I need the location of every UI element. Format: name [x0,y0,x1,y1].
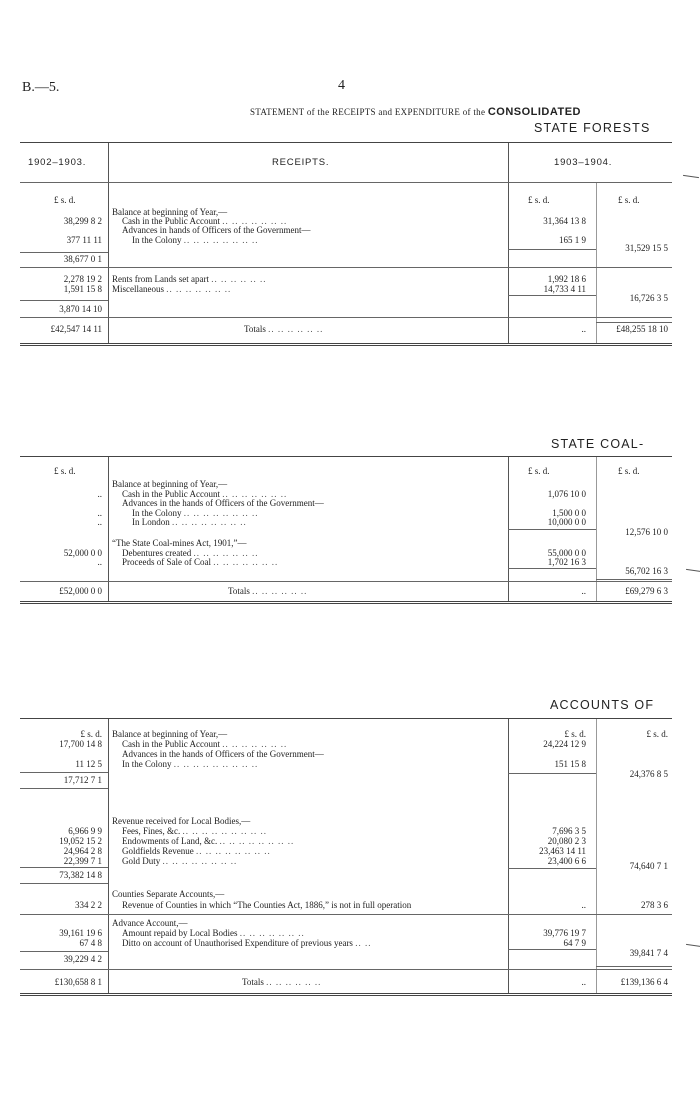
table-row: 24,376 8 5 [629,769,668,779]
table-row: 73,382 14 8 [59,870,102,880]
table-row: 39,161 19 6 Amount repaid by Local Bodies .. .. .. .. .. .. .. 39,776 19 7 [59,928,586,938]
scan-artifact-mark [683,175,699,178]
table-row: 38,299 8 2 Cash in the Public Account .. .. .. .. .. .. .. 31,364 13 8 [63,216,586,226]
table-row: 1,591 15 8 Miscellaneous .. .. .. .. .. .. .. 14,733 4 11 [63,284,586,294]
table-row: 74,640 7 1 [629,861,668,871]
table-row: 2,278 19 2 Rents from Lands set apart .. .. .. .. .. .. 1,992 18 6 [63,274,586,284]
forests-table [20,142,672,346]
table-row: 17,712 7 1 [63,775,102,785]
table-row: £ s. d. Balance at beginning of Year,— £ s. d. £ s. d. [80,729,668,739]
table-row-totals: £52,000 0 0 Totals .. .. .. .. .. .. .. £69,279 6 3 [59,586,668,596]
table-row: 12,576 10 0 [625,527,668,537]
table-row: 39,229 4 2 [63,954,102,964]
table-row: 22,399 7 1 Gold Duty .. .. .. .. .. .. .. .. 23,400 6 6 [63,856,586,866]
table-row: Advances in the hands of Officers of the Government— [122,498,324,508]
statement-suffix: CONSOLIDATED [487,106,581,118]
scan-artifact-mark [686,569,700,572]
table-row: 16,726 3 5 [629,293,668,303]
forests-currency-mid: £ s. d. [528,195,550,205]
table-row: 24,964 2 8 Goldfields Revenue .. .. .. .. .. .. .. .. 23,463 14 11 [63,846,586,856]
section-title-coal: STATE COAL- [551,437,645,451]
table-row: 377 11 11 In the Colony .. .. .. .. .. .. .. .. 165 1 9 [66,235,586,245]
table-row: 3,870 14 10 [59,304,102,314]
table-row: Advance Account,— [112,918,188,928]
coal-table [20,456,672,604]
table-row: .. Cash in the Public Account .. .. .. .. .. .. .. 1,076 10 0 [97,489,586,499]
table-row: Balance at beginning of Year,— [112,207,228,217]
table-row: 31,529 15 5 [625,243,668,253]
table-row: .. Proceeds of Sale of Coal .. .. .. .. .. .. .. 1,702 16 3 [97,557,586,567]
forests-currency-right: £ s. d. [618,195,640,205]
coal-currency-mid: £ s. d. [528,466,550,476]
statement-prefix: STATEMENT of the RECEIPTS and EXPENDITURE of the [250,107,486,117]
table-row: “The State Coal-mines Act, 1901,”— [112,538,247,548]
forests-head-right: 1903–1904. [554,157,613,168]
table-row: 52,000 0 0 Debentures created .. .. .. .. .. .. .. 55,000 0 0 [63,548,586,558]
coal-currency-left: £ s. d. [54,466,76,476]
section-title-accounts: ACCOUNTS OF [550,698,655,712]
table-row: 334 2 2 Revenue of Counties in which “The Counties Act, 1886,” is not in full operation .. 278 3 6 [75,900,668,910]
table-row: Counties Separate Accounts,— [112,889,225,899]
table-row: Advances in hands of Officers of the Government— [122,225,311,235]
document-code: B.—5. [22,80,60,95]
table-row: Balance at beginning of Year,— [112,479,228,489]
section-title-forests: STATE FORESTS [534,121,651,135]
table-row: 67 4 8 Ditto on account of Unauthorised Expenditure of previous years .. .. 64 7 9 [79,938,586,948]
table-row: .. In the Colony .. .. .. .. .. .. .. .. 1,500 0 0 [97,508,586,518]
table-row: 38,677 0 1 [63,254,102,264]
table-row: Advances in the hands of Officers of the Government— [122,749,324,759]
table-row: 17,700 14 8 Cash in the Public Account .. .. .. .. .. .. .. 24,224 12 9 [59,739,586,749]
table-row-totals: £42,547 14 11 Totals .. .. .. .. .. .. .. £48,255 18 10 [50,324,668,334]
page-number: 4 [338,78,345,93]
table-row: 6,966 9 9 Fees, Fines, &c. .. .. .. .. .. .. .. .. .. 7,696 3 5 [68,826,586,836]
statement-heading [250,106,581,118]
scan-artifact-mark [686,944,700,947]
table-row: 11 12 5 In the Colony .. .. .. .. .. .. .. .. .. 151 15 8 [75,759,586,769]
table-row: 39,841 7 4 [629,948,668,958]
table-row: 19,052 15 2 Endowments of Land, &c. .. .. .. .. .. .. .. .. 20,080 2 3 [59,836,586,846]
table-row-totals: £130,658 8 1 Totals .. .. .. .. .. .. .. £139,136 6 4 [54,977,668,987]
table-row: Revenue received for Local Bodies,— [112,816,251,826]
forests-head-mid: RECEIPTS. [272,157,330,168]
coal-currency-right: £ s. d. [618,466,640,476]
forests-currency-left: £ s. d. [54,195,76,205]
table-row: .. In London .. .. .. .. .. .. .. .. 10,000 0 0 [97,517,586,527]
table-row: 56,702 16 3 [625,566,668,576]
forests-head-left: 1902–1903. [28,157,87,168]
accounts-table [20,718,672,996]
